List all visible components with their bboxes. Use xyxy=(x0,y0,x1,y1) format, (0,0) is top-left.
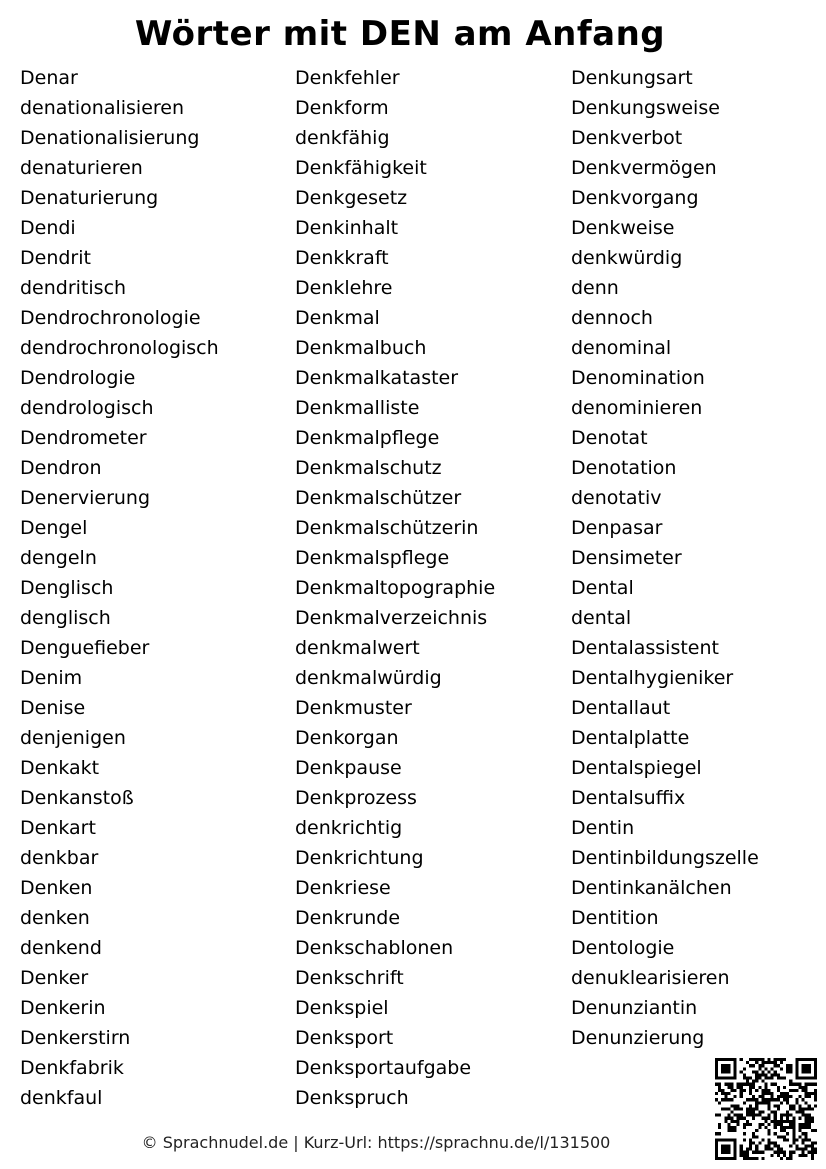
word-item: Denkpause xyxy=(295,757,402,779)
word-item: Denkweise xyxy=(571,217,675,239)
word-item: Denkmalspflege xyxy=(295,547,450,569)
word-item: Denkerstirn xyxy=(20,1027,131,1049)
word-item: Denksportaufgabe xyxy=(295,1057,472,1079)
word-item: denkrichtig xyxy=(295,817,403,839)
word-item: Dendron xyxy=(20,457,102,479)
word-item: dengeln xyxy=(20,547,97,569)
word-item: dendrologisch xyxy=(20,397,154,419)
word-item: Dentin xyxy=(571,817,635,839)
word-item: dental xyxy=(571,607,632,629)
word-item: Denkfabrik xyxy=(20,1057,124,1079)
word-item: denkmalwert xyxy=(295,637,420,659)
word-item: Denkschrift xyxy=(295,967,404,989)
word-item: denotativ xyxy=(571,487,662,509)
word-item: denkend xyxy=(20,937,102,959)
word-item: Dentinbildungszelle xyxy=(571,847,759,869)
word-item: denkwürdig xyxy=(571,247,683,269)
word-item: Denim xyxy=(20,667,83,689)
word-item: Dentalplatte xyxy=(571,727,690,749)
word-item: Denkfehler xyxy=(295,67,400,89)
word-item: Denkmalschützer xyxy=(295,487,462,509)
word-item: denkmalwürdig xyxy=(295,667,442,689)
word-item: denaturieren xyxy=(20,157,143,179)
word-item: Denkanstoß xyxy=(20,787,134,809)
word-item: Denkschablonen xyxy=(295,937,454,959)
word-item: Dengel xyxy=(20,517,88,539)
word-item: Denguefieber xyxy=(20,637,150,659)
word-item: Denkmalschützerin xyxy=(295,517,479,539)
word-item: Denkart xyxy=(20,817,96,839)
word-item: Denkorgan xyxy=(295,727,399,749)
word-item: denominieren xyxy=(571,397,703,419)
word-item: Denkkraft xyxy=(295,247,389,269)
word-item: Denkmalpflege xyxy=(295,427,440,449)
word-item: Denunziantin xyxy=(571,997,698,1019)
word-item: Denaturierung xyxy=(20,187,159,209)
word-item: Dentalspiegel xyxy=(571,757,702,779)
word-item: Denkerin xyxy=(20,997,106,1019)
word-item: Denkungsweise xyxy=(571,97,720,119)
word-column-3 xyxy=(571,63,759,1053)
word-item: Dentallaut xyxy=(571,697,671,719)
word-item: Denkakt xyxy=(20,757,100,779)
page-title: Wörter mit DEN am Anfang xyxy=(134,14,666,54)
word-item: Dentalassistent xyxy=(571,637,719,659)
word-item: denationalisieren xyxy=(20,97,185,119)
word-column-2 xyxy=(295,63,495,1113)
word-item: Denkprozess xyxy=(295,787,417,809)
word-item: Denkinhalt xyxy=(295,217,399,239)
word-item: Denkfähigkeit xyxy=(295,157,427,179)
word-item: Denken xyxy=(20,877,93,899)
word-item: Denkspiel xyxy=(295,997,389,1019)
word-item: denkfaul xyxy=(20,1087,103,1109)
word-item: Denkrunde xyxy=(295,907,401,929)
word-item: Dentition xyxy=(571,907,659,929)
word-item: Denklehre xyxy=(295,277,393,299)
word-item: denominal xyxy=(571,337,672,359)
word-item: Denunzierung xyxy=(571,1027,705,1049)
word-item: Denkform xyxy=(295,97,389,119)
word-item: Denkmalverzeichnis xyxy=(295,607,488,629)
word-item: Dentinkanälchen xyxy=(571,877,732,899)
word-item: Dentologie xyxy=(571,937,675,959)
word-item: Denkvorgang xyxy=(571,187,699,209)
word-item: denkfähig xyxy=(295,127,390,149)
word-item: Denksport xyxy=(295,1027,394,1049)
word-item: Dendrochronologie xyxy=(20,307,201,329)
word-column-1 xyxy=(20,63,219,1113)
word-item: Denkriese xyxy=(295,877,391,899)
word-item: Denkverbot xyxy=(571,127,683,149)
word-item: Dentalsuffix xyxy=(571,787,686,809)
word-item: Dendrologie xyxy=(20,367,136,389)
word-item: denken xyxy=(20,907,90,929)
word-item: dendrochronologisch xyxy=(20,337,219,359)
word-item: Denkmal xyxy=(295,307,380,329)
word-item: Denkrichtung xyxy=(295,847,424,869)
footer-credit: © Sprachnudel.de | Kurz-Url: https://sprachnu.de/l/131500 xyxy=(141,1133,611,1152)
word-item: denuklearisieren xyxy=(571,967,730,989)
word-item: Denervierung xyxy=(20,487,151,509)
word-item: denn xyxy=(571,277,619,299)
word-item: Denise xyxy=(20,697,86,719)
word-item: denjenigen xyxy=(20,727,126,749)
word-item: Denkmalliste xyxy=(295,397,420,419)
word-item: Denotation xyxy=(571,457,677,479)
word-item: Denpasar xyxy=(571,517,663,539)
word-item: Denkmalschutz xyxy=(295,457,442,479)
word-item: Denomination xyxy=(571,367,705,389)
word-item: Densimeter xyxy=(571,547,682,569)
word-item: Denkmaltopographie xyxy=(295,577,496,599)
word-item: Denkvermögen xyxy=(571,157,717,179)
word-item: Denkmuster xyxy=(295,697,412,719)
word-item: Denkmalkataster xyxy=(295,367,459,389)
word-item: Dendrometer xyxy=(20,427,147,449)
word-item: Dentalhygieniker xyxy=(571,667,734,689)
word-item: Denkmalbuch xyxy=(295,337,427,359)
word-item: Dendi xyxy=(20,217,76,239)
word-item: dennoch xyxy=(571,307,653,329)
word-item: Dendrit xyxy=(20,247,91,269)
word-item: denkbar xyxy=(20,847,99,869)
word-item: Denglisch xyxy=(20,577,114,599)
word-item: Denar xyxy=(20,67,78,89)
word-item: Dental xyxy=(571,577,634,599)
word-item: Denkgesetz xyxy=(295,187,408,209)
word-item: denglisch xyxy=(20,607,111,629)
word-item: Denkspruch xyxy=(295,1087,409,1109)
word-item: Denkungsart xyxy=(571,67,693,89)
word-item: Denotat xyxy=(571,427,648,449)
word-item: Denationalisierung xyxy=(20,127,200,149)
word-item: Denker xyxy=(20,967,89,989)
word-item: dendritisch xyxy=(20,277,127,299)
